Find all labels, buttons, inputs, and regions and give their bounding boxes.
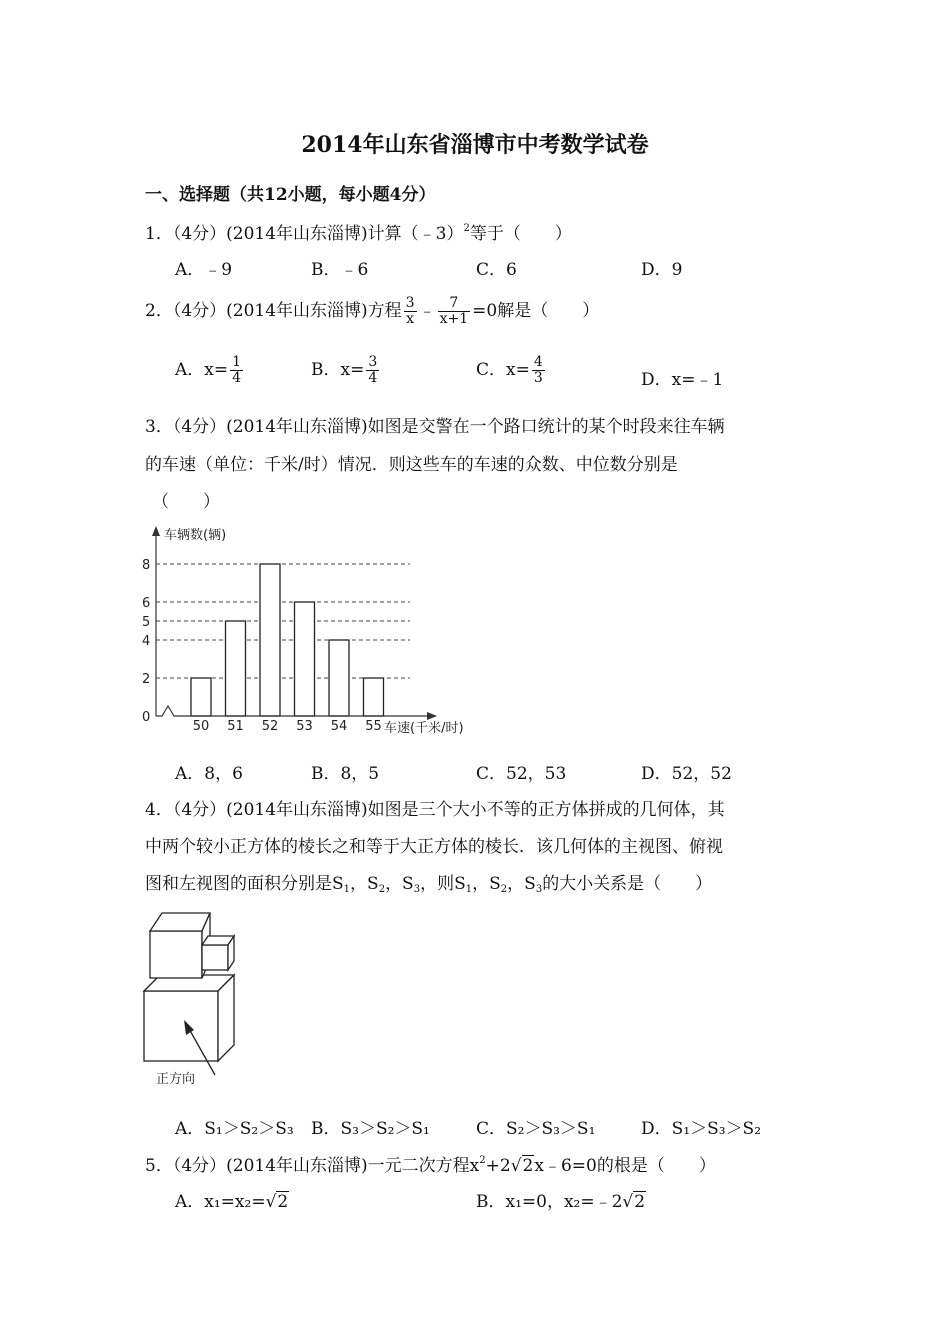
q1-option-a: A．﹣9	[175, 260, 233, 280]
q5-option-a-radicand: 2	[277, 1192, 289, 1212]
q2-option-c-fraction	[532, 355, 545, 386]
q4-option-d: D．S₁＞S₃＞S₂	[641, 1119, 762, 1139]
y-tick-6: 6	[142, 596, 151, 611]
x-tick-54: 54	[330, 719, 348, 734]
q5-radicand: 2	[522, 1156, 534, 1176]
q1-suffix: 等于（ ）	[469, 224, 572, 244]
bar-51	[226, 621, 246, 716]
big-cube-side	[218, 975, 234, 1061]
q5-exponent: 2	[479, 1155, 486, 1166]
q2-option-b-den: 4	[368, 370, 378, 386]
q2-fraction-1	[404, 296, 417, 327]
q2-option-a-num: 1	[232, 354, 242, 370]
q2-option-a-fraction	[230, 355, 243, 386]
question-2	[145, 296, 599, 327]
bar-53	[295, 602, 315, 716]
q2-prefix: 2．（4分）(2014年山东淄博)方程	[145, 301, 402, 321]
q2-option-b	[311, 355, 381, 386]
x-tick-55: 55	[365, 719, 382, 734]
q2-f2-numerator: 7	[438, 296, 471, 312]
chart-gridlines	[156, 564, 410, 678]
x-tick-51: 51	[227, 719, 244, 734]
q2-suffix: =0解是（ ）	[472, 301, 600, 321]
q5-option-b-sqrt: √2	[622, 1192, 646, 1212]
chart-y-ticks	[142, 558, 150, 725]
q2-option-a-den: 4	[232, 370, 242, 386]
q4-line-3-end: 的大小关系是（ ）	[542, 874, 713, 894]
q1-option-c: C．6	[476, 260, 517, 280]
y-tick-4: 4	[142, 634, 151, 649]
section-heading: 一、选择题（共12小题，每小题4分）	[145, 185, 436, 205]
small-cube-front	[202, 945, 228, 970]
q3-line-3: （ ）	[152, 492, 220, 512]
y-axis-arrow	[152, 526, 160, 536]
q2-option-b-fraction	[366, 355, 379, 386]
x-tick-52: 52	[261, 719, 279, 734]
q2-option-c-num: 4	[533, 354, 543, 370]
q2-minus: ﹣	[418, 301, 436, 321]
q1-prefix: 1．（4分）(2014年山东淄博)计算（﹣3）	[145, 224, 464, 244]
q3-option-b: B．8，5	[311, 764, 380, 784]
q5-option-b	[476, 1187, 646, 1212]
q4-line-1: 4．（4分）(2014年山东淄博)如图是三个大小不等的正方体拼成的几何体，其	[145, 800, 725, 820]
q5-option-a-label: A．x₁=x₂=	[175, 1192, 266, 1212]
bar-55	[364, 678, 384, 716]
bar-52	[260, 564, 280, 716]
q2-f1-denominator: x	[406, 311, 415, 327]
question-5	[145, 1151, 716, 1176]
x-tick-53: 53	[296, 719, 313, 734]
q1-exponent: 2	[463, 223, 470, 234]
big-cube-front	[144, 991, 218, 1061]
chart-y-label: 车辆数(辆)	[164, 528, 227, 543]
speed-bar-chart	[140, 520, 485, 742]
q1-option-d: D．9	[641, 260, 683, 280]
q5-prefix: 5．（4分）(2014年山东淄博)一元二次方程x	[145, 1156, 480, 1176]
q5-mid: +2	[485, 1156, 511, 1176]
bar-50	[191, 678, 211, 716]
q2-option-a-label: A．x=	[175, 360, 229, 380]
q4-line-3-prefix: 图和左视图的面积分别是S	[145, 874, 344, 894]
q2-option-c-den: 3	[533, 370, 543, 386]
q4-option-c: C．S₂＞S₃＞S₁	[476, 1119, 596, 1139]
bar-54	[329, 640, 349, 716]
medium-cube-front	[150, 931, 202, 978]
q2-option-b-num: 3	[368, 354, 378, 370]
x-axis-arrow	[427, 712, 437, 720]
question-1	[145, 219, 572, 244]
q2-option-c-label: C．x=	[476, 360, 530, 380]
chart-x-label: 车速(千米/时)	[384, 721, 464, 736]
q2-option-a	[175, 355, 245, 386]
q2-option-d: D．x=﹣1	[641, 370, 724, 390]
q3-option-d: D．52，52	[641, 764, 732, 784]
medium-cube-top	[150, 913, 210, 931]
q1-option-b: B．﹣6	[311, 260, 369, 280]
y-tick-8: 8	[142, 558, 151, 573]
q2-f1-numerator: 3	[405, 295, 415, 311]
q5-sqrt: √2	[510, 1156, 534, 1176]
q2-option-b-label: B．x=	[311, 360, 365, 380]
q2-option-c	[476, 355, 547, 386]
q4-option-b: B．S₃＞S₂＞S₁	[311, 1119, 430, 1139]
chart-x-ticks	[193, 719, 382, 734]
q4-line-3: 图和左视图的面积分别是$S_1$，$S_2$，$S_3$，则$S_1$，$S_2$，$S_3$的大小关系是（ ）	[145, 874, 713, 895]
q5-option-b-radicand: 2	[634, 1192, 646, 1212]
figure-label: 正方向	[156, 1072, 196, 1087]
q5-suffix: x﹣6=0的根是（ ）	[534, 1156, 716, 1176]
page-title: 2014年山东省淄博市中考数学试卷	[301, 132, 649, 158]
cube-figure	[138, 905, 248, 1090]
y-tick-2: 2	[142, 672, 151, 687]
q5-option-a-sqrt: √2	[265, 1192, 289, 1212]
y-tick-5: 5	[142, 615, 151, 630]
q4-line-2: 中两个较小正方体的棱长之和等于大正方体的棱长．该几何体的主视图、俯视	[145, 837, 723, 857]
q3-line-1: 3．（4分）(2014年山东淄博)如图是交警在一个路口统计的某个时段来往车辆	[145, 417, 725, 437]
x-tick-50: 50	[192, 719, 210, 734]
q3-option-c: C．52，53	[476, 764, 567, 784]
q5-option-a	[175, 1187, 289, 1212]
y-tick-0: 0	[142, 710, 151, 725]
q4-option-a: A．S₁＞S₂＞S₃	[175, 1119, 294, 1139]
q5-option-b-label: B．x₁=0，x₂=﹣2	[476, 1192, 623, 1212]
q3-line-2: 的车速（单位：千米/时）情况．则这些车的车速的众数、中位数分别是	[145, 455, 678, 475]
q2-fraction-2	[438, 296, 471, 327]
q3-option-a: A．8，6	[175, 764, 243, 784]
q2-f2-denominator: x+1	[439, 311, 469, 327]
q4-line-3-mid: ，则S	[420, 874, 466, 894]
